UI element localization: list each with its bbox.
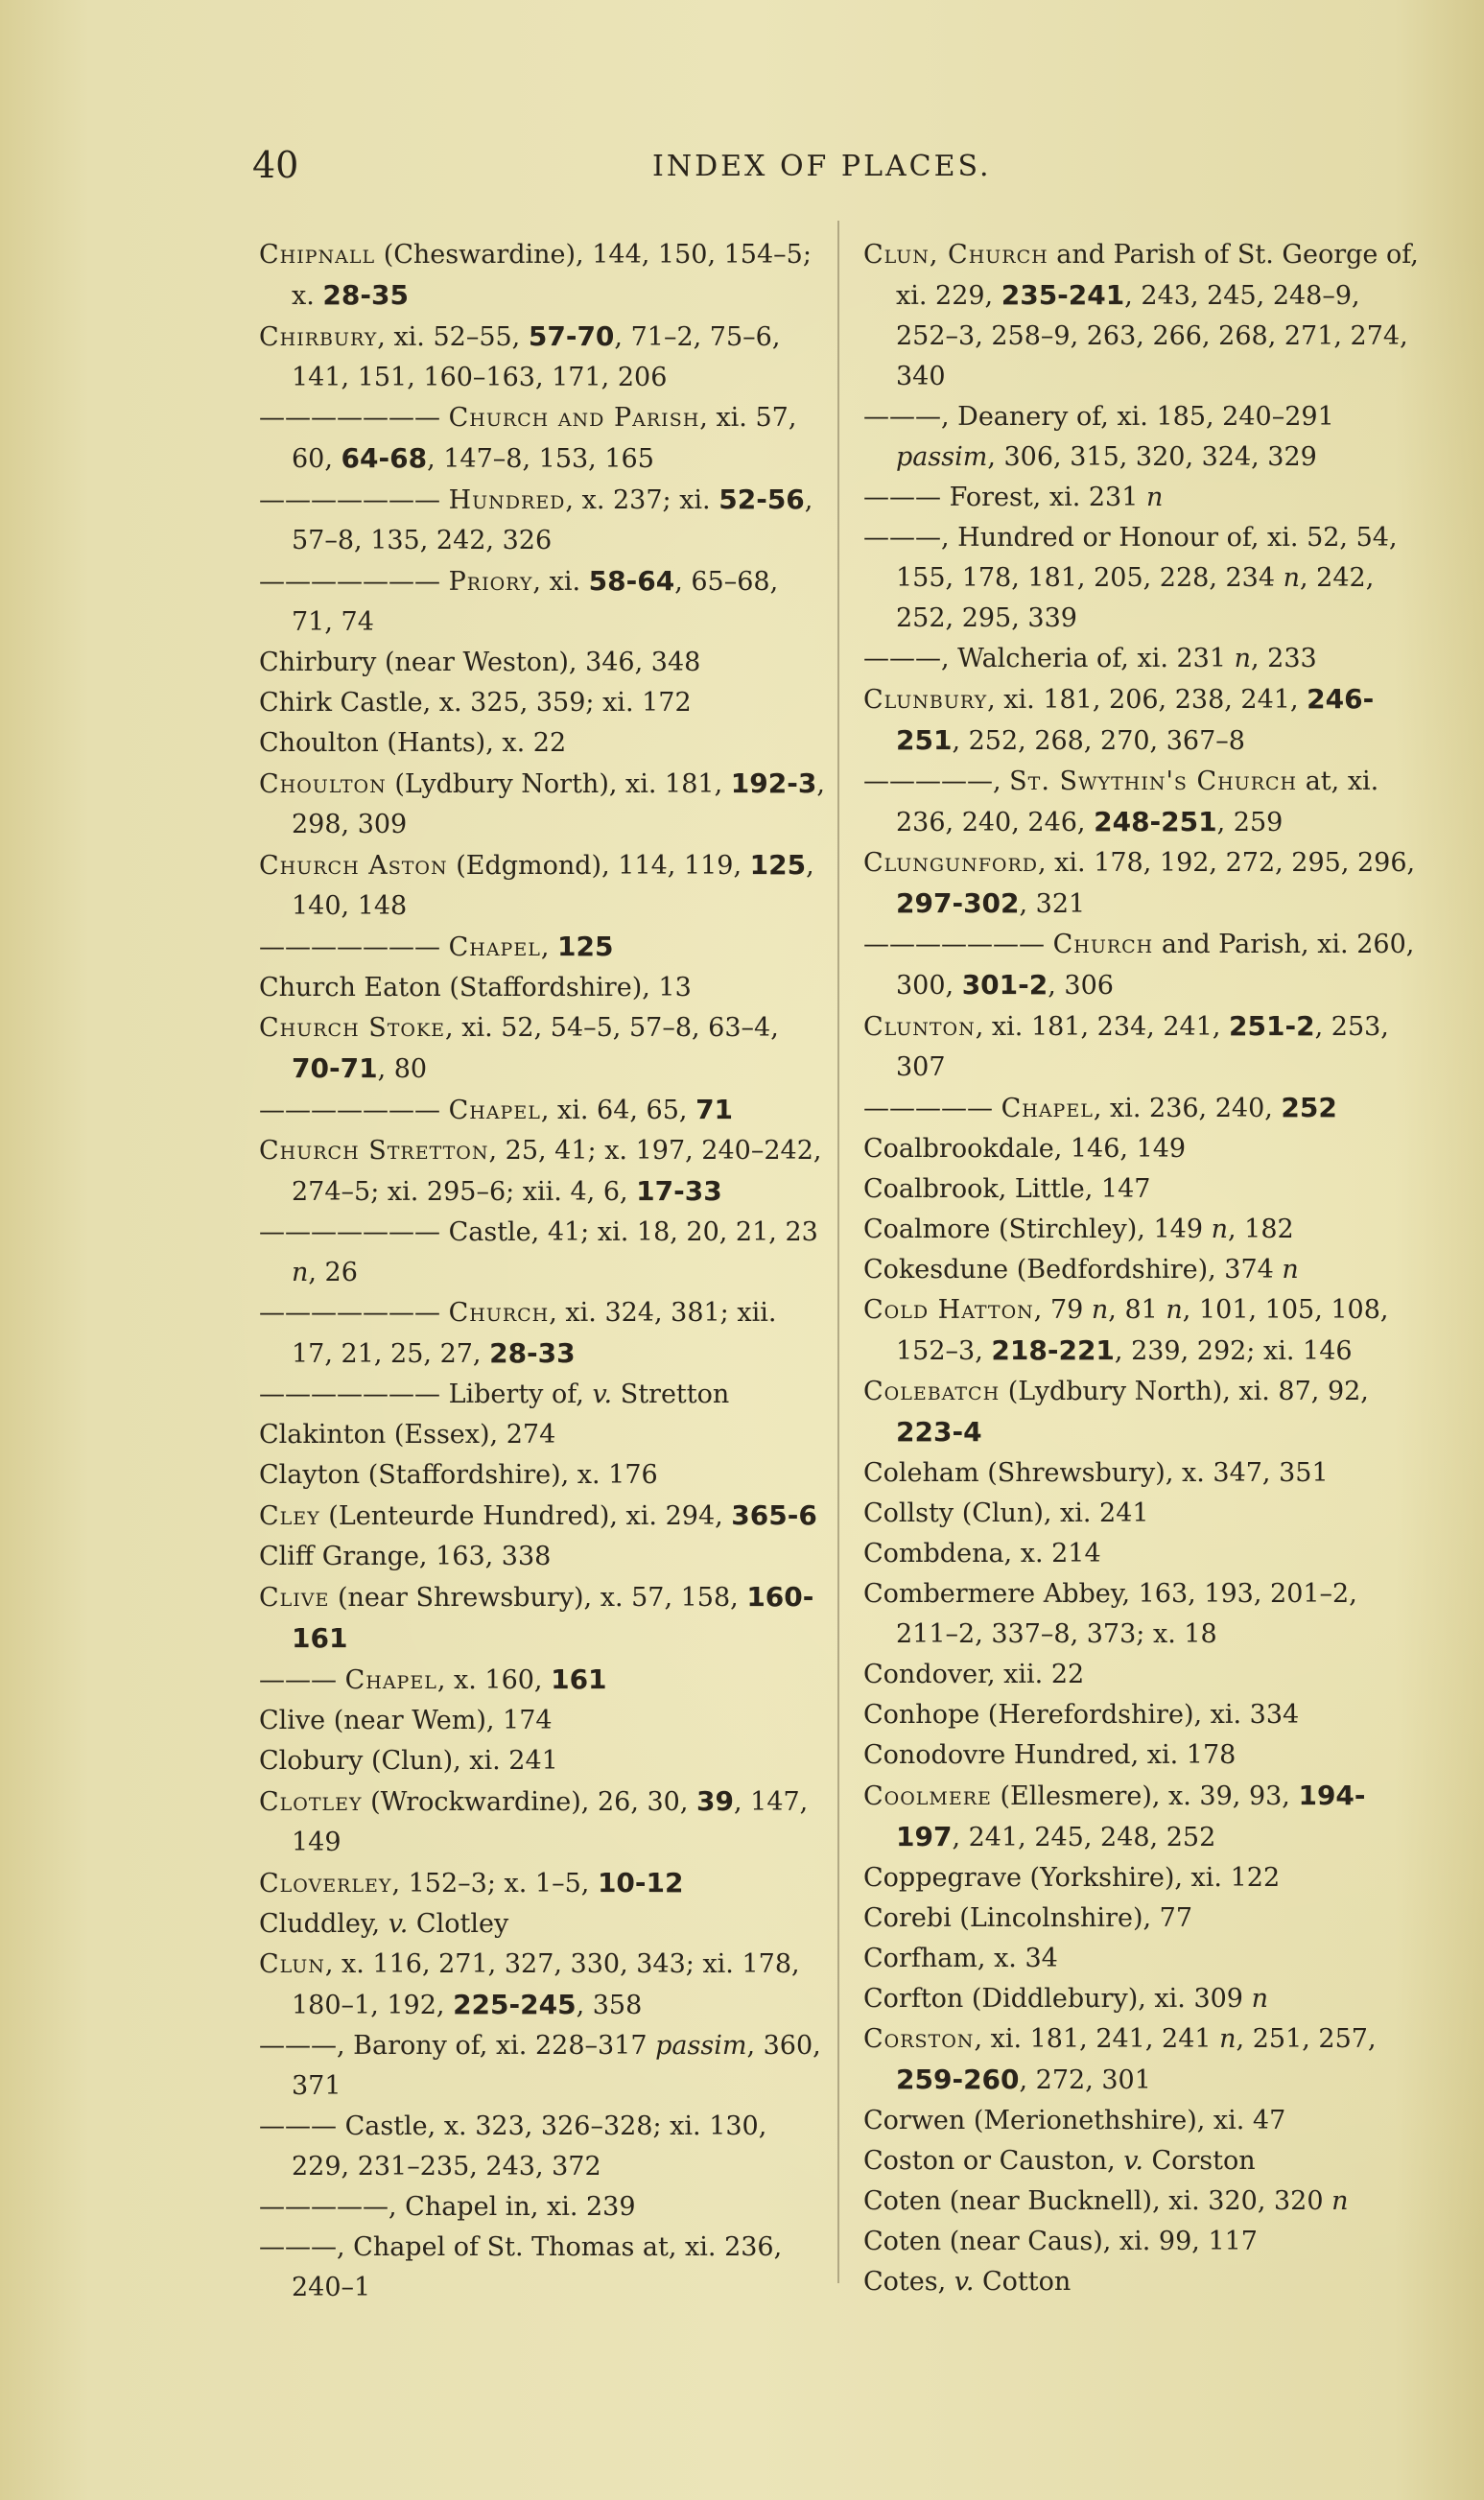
index-entry: Cloverley, 152–3; x. 1–5, 10-12: [259, 1867, 684, 1899]
index-entry: Coolmere (Ellesmere), x. 39, 93, 194-197, 241, 245, 248, 252: [863, 1780, 1366, 1852]
index-entry: Clayton (Staffordshire), x. 176: [259, 1460, 658, 1490]
index-entry: Combermere Abbey, 163, 193, 201–2, 211–2, 337–8, 373; x. 18: [863, 1579, 1357, 1649]
index-entry: Cliff Grange, 163, 338: [259, 1542, 552, 1571]
index-entry: Church Aston (Edgmond), 114, 119, 125, 140, 148: [259, 849, 814, 921]
index-column-left: [259, 235, 825, 2308]
index-entry: ———, Barony of, xi. 228–317 passim, 360, 371: [259, 2031, 821, 2101]
index-entry: Coleham (Shrewsbury), x. 347, 351: [863, 1458, 1329, 1488]
index-entry: Conodovre Hundred, xi. 178: [863, 1740, 1237, 1770]
page-number: 40: [252, 144, 299, 186]
index-entry: Clunton, xi. 181, 234, 241, 251-2, 253, 307: [863, 1010, 1389, 1082]
index-entry: Coppegrave (Yorkshire), xi. 122: [863, 1863, 1281, 1893]
index-entry: ——————— Chapel, xi. 64, 65, 71: [259, 1094, 734, 1125]
index-entry: Clobury (Clun), xi. 241: [259, 1746, 558, 1776]
index-entry: ———, Hundred or Honour of, xi. 52, 54, 155, 178, 181, 205, 228, 234 n, 242, 252, 295, 339: [863, 523, 1398, 633]
index-entry: Corfton (Diddlebury), xi. 309 n: [863, 1984, 1268, 2014]
index-entry: ——— Castle, x. 323, 326–328; xi. 130, 229, 231–235, 243, 372: [259, 2111, 767, 2182]
index-entry: Corebi (Lincolnshire), 77: [863, 1903, 1193, 1933]
index-entry: Clive (near Wem), 174: [259, 1706, 553, 1735]
index-entry: Cley (Lenteurde Hundred), xi. 294, 365-6: [259, 1499, 817, 1531]
index-entry: Chirbury, xi. 52–55, 57-70, 71–2, 75–6, 141, 151, 160–163, 171, 206: [259, 320, 781, 392]
index-entry: —————, Chapel in, xi. 239: [259, 2192, 636, 2222]
index-entry: Clungunford, xi. 178, 192, 272, 295, 296, 297-302, 321: [863, 848, 1416, 919]
index-entry: Clotley (Wrockwardine), 26, 30, 39, 147, 149: [259, 1785, 809, 1857]
index-entry: Coston or Causton, v. Corston: [863, 2146, 1256, 2176]
index-entry: Clunbury, xi. 181, 206, 238, 241, 246-251, 252, 268, 270, 367–8: [863, 683, 1375, 756]
index-entry: Clun, x. 116, 271, 327, 330, 343; xi. 178, 180–1, 192, 225-245, 358: [259, 1949, 800, 2020]
index-entry: Church Eaton (Staffordshire), 13: [259, 973, 692, 1002]
index-entry: ——————— Church and Parish, xi. 57, 60, 64-68, 147–8, 153, 165: [259, 403, 797, 474]
index-entry: Chirk Castle, x. 325, 359; xi. 172: [259, 688, 692, 718]
index-entry: Conhope (Herefordshire), xi. 334: [863, 1700, 1300, 1730]
index-entry: Coten (near Bucknell), xi. 320, 320 n: [863, 2186, 1349, 2216]
index-entry: Collsty (Clun), xi. 241: [863, 1498, 1149, 1528]
index-entry: Coalbrookdale, 146, 149: [863, 1134, 1187, 1164]
index-entry: Corwen (Merionethshire), xi. 47: [863, 2106, 1286, 2135]
index-entry: Clakinton (Essex), 274: [259, 1420, 556, 1450]
index-entry: ——————— Chapel, 125: [259, 931, 614, 962]
column-divider: [837, 221, 839, 2283]
index-entry: Corfham, x. 34: [863, 1944, 1058, 1973]
index-entry: Cokesdune (Bedfordshire), 374 n: [863, 1255, 1299, 1285]
index-entry: Combdena, x. 214: [863, 1539, 1101, 1568]
index-entry: Coten (near Caus), xi. 99, 117: [863, 2227, 1258, 2256]
index-entry: Chirbury (near Weston), 346, 348: [259, 648, 701, 677]
index-entry: ——————— Church and Parish, xi. 260, 300, 301-2, 306: [863, 930, 1415, 1001]
index-entry: Coalbrook, Little, 147: [863, 1174, 1151, 1204]
index-entry: ————— Chapel, xi. 236, 240, 252: [863, 1092, 1337, 1123]
index-entry: Coalmore (Stirchley), 149 n, 182: [863, 1215, 1294, 1244]
index-entry: ——————— Priory, xi. 58-64, 65–68, 71, 74: [259, 565, 779, 637]
index-entry: Church Stoke, xi. 52, 54–5, 57–8, 63–4, 70-71, 80: [259, 1013, 779, 1084]
index-entry: ———, Walcheria of, xi. 231 n, 233: [863, 644, 1317, 673]
index-entry: Choulton (Hants), x. 22: [259, 728, 567, 758]
index-entry: Colebatch (Lydbury North), xi. 87, 92, 223-4: [863, 1377, 1369, 1448]
index-column-right: [863, 235, 1420, 2302]
page-header: [0, 144, 1484, 192]
running-title: INDEX OF PLACES.: [652, 150, 992, 183]
index-entry: ———, Deanery of, xi. 185, 240–291 passim, 306, 315, 320, 324, 329: [863, 402, 1334, 472]
index-entry: —————, St. Swythin's Church at, xi. 236, 240, 246, 248-251, 259: [863, 767, 1379, 837]
index-entry: Church Stretton, 25, 41; x. 197, 240–242, 274–5; xi. 295–6; xii. 4, 6, 17-33: [259, 1136, 822, 1207]
index-entry: Choulton (Lydbury North), xi. 181, 192-3, 298, 309: [259, 767, 825, 839]
index-entry: ——— Chapel, x. 160, 161: [259, 1663, 607, 1695]
index-entry: Cold Hatton, 79 n, 81 n, 101, 105, 108, 152–3, 218-221, 239, 292; xi. 146: [863, 1295, 1389, 1366]
index-entry: Clun, Church and Parish of St. George of, xi. 229, 235-241, 243, 245, 248–9, 252–3, 258–9, 263, 266, 268, 271, 274, 340: [863, 240, 1419, 391]
index-entry: Chipnall (Cheswardine), 144, 150, 154–5; x. 28-35: [259, 240, 812, 311]
index-entry: Cluddley, v. Clotley: [259, 1909, 509, 1939]
index-entry: ——— Forest, xi. 231 n: [863, 483, 1164, 512]
index-entry: Corston, xi. 181, 241, 241 n, 251, 257, 259-260, 272, 301: [863, 2024, 1377, 2095]
index-entry: Clive (near Shrewsbury), x. 57, 158, 160-161: [259, 1581, 814, 1654]
index-entry: ——————— Liberty of, v. Stretton: [259, 1380, 730, 1409]
index-entry: ——————— Castle, 41; xi. 18, 20, 21, 23 n, 26: [259, 1217, 818, 1287]
index-entry: ———, Chapel of St. Thomas at, xi. 236, 240–1: [259, 2232, 783, 2302]
index-entry: ——————— Church, xi. 324, 381; xii. 17, 21, 25, 27, 28-33: [259, 1298, 777, 1369]
index-entry: Condover, xii. 22: [863, 1660, 1085, 1689]
index-entry: ——————— Hundred, x. 237; xi. 52-56, 57–8, 135, 242, 326: [259, 483, 813, 555]
index-entry: Cotes, v. Cotton: [863, 2267, 1072, 2297]
